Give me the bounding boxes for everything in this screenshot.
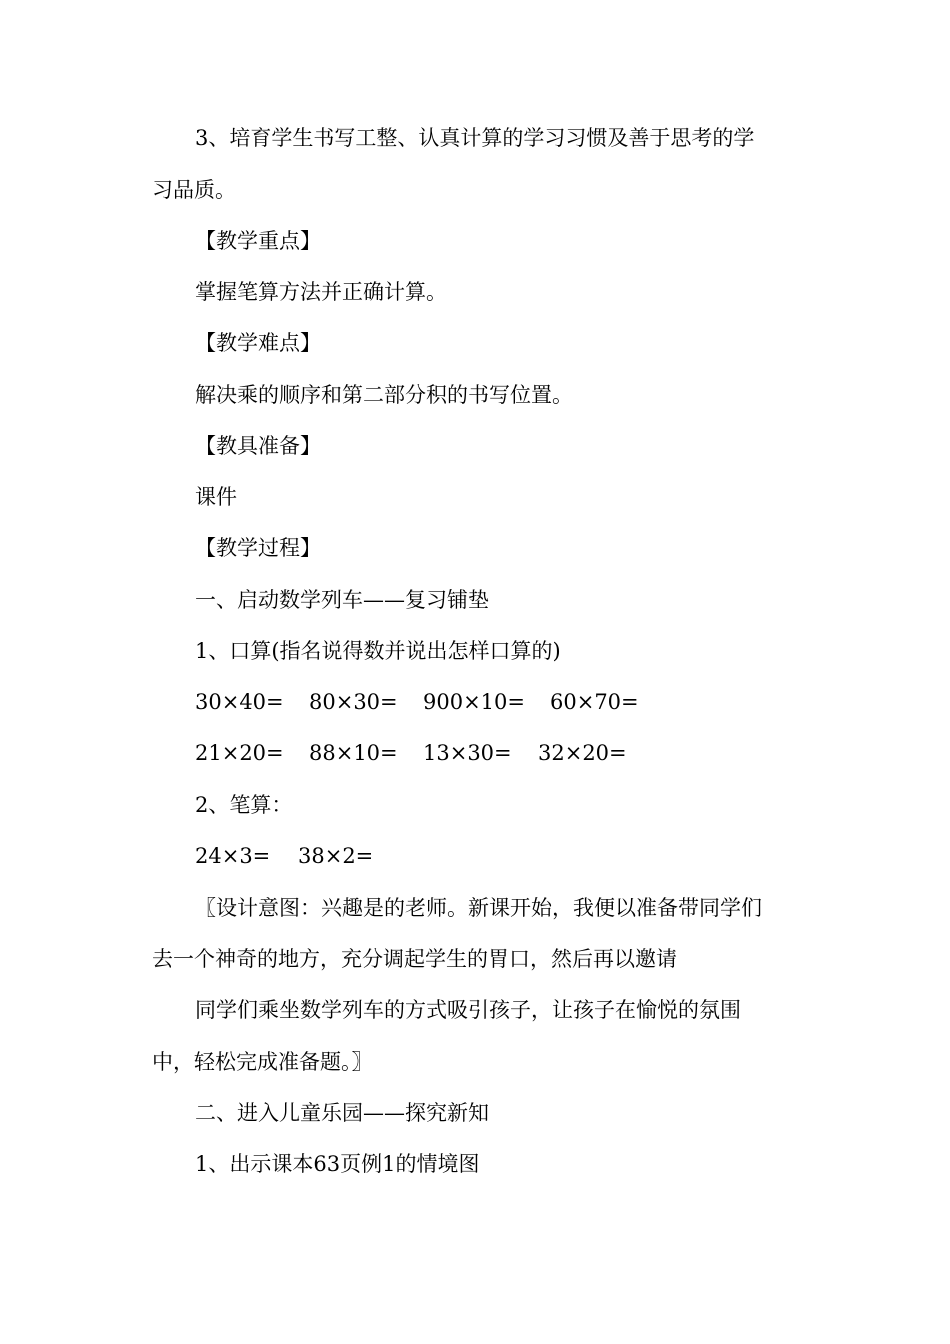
difficulty-heading: 【教学难点】	[195, 331, 321, 355]
materials-heading: 【教具准备】	[195, 434, 321, 458]
materials-text: 课件	[195, 485, 237, 509]
written-problem: 38×2=	[298, 844, 374, 868]
design-intent-line-4: 中，轻松完成准备题。〗	[152, 1050, 373, 1074]
oral-problem: 21×20=	[195, 741, 284, 765]
design-intent-line-3: 同学们乘坐数学列车的方式吸引孩子，让孩子在愉悦的氛围	[195, 998, 741, 1022]
key-point-heading: 【教学重点】	[195, 229, 321, 253]
oral-problem: 60×70=	[550, 690, 639, 714]
design-intent-line-2: 去一个神奇的地方，充分调起学生的胃口，然后再以邀请	[152, 947, 677, 971]
objective-3-line-1: 3、培育学生书写工整、认真计算的学习习惯及善于思考的学	[195, 126, 755, 150]
written-calculation-title: 2、笔算：	[195, 793, 293, 817]
key-point-text: 掌握笔算方法并正确计算。	[195, 280, 447, 304]
oral-problem: 80×30=	[309, 690, 398, 714]
oral-problem: 900×10=	[423, 690, 525, 714]
oral-problem: 13×30=	[423, 741, 512, 765]
written-row	[0, 846, 950, 870]
written-problem: 24×3=	[195, 844, 271, 868]
oral-problem: 30×40=	[195, 690, 284, 714]
objective-3-line-2: 习品质。	[152, 178, 236, 202]
oral-problem: 88×10=	[309, 741, 398, 765]
part2-title: 二、进入儿童乐园——探究新知	[195, 1101, 489, 1125]
design-intent-line-1: 〖设计意图：兴趣是的老师。新课开始，我便以准备带同学们	[195, 896, 762, 920]
oral-problem: 32×20=	[538, 741, 627, 765]
part2-item-1: 1、出示课本63页例1的情境图	[195, 1152, 480, 1176]
process-heading: 【教学过程】	[195, 536, 321, 560]
difficulty-text: 解决乘的顺序和第二部分积的书写位置。	[195, 383, 573, 407]
oral-calculation-title: 1、口算(指名说得数并说出怎样口算的)	[195, 639, 561, 663]
oral-row-2	[0, 743, 950, 767]
oral-row-1	[0, 692, 950, 716]
part1-title: 一、启动数学列车——复习铺垫	[195, 588, 489, 612]
